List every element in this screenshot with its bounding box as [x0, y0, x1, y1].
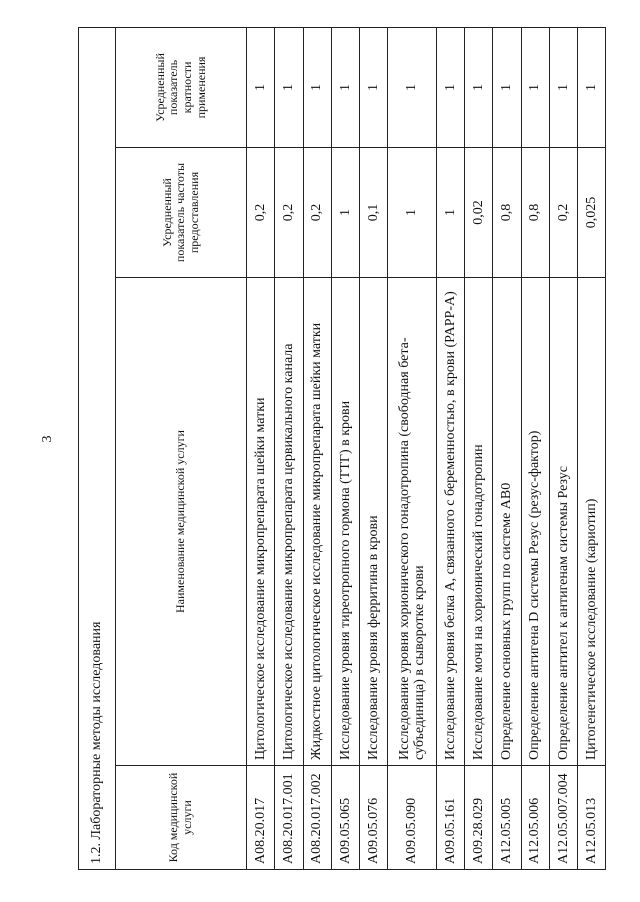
service-code: A08.20.017: [247, 766, 275, 870]
multiplicity-value: 1: [359, 27, 387, 147]
multiplicity-value: 1: [549, 27, 577, 147]
service-code: A09.05.161: [437, 766, 465, 870]
frequency-value: 0,025: [577, 148, 605, 278]
frequency-value: 0,2: [247, 148, 275, 278]
table-row: [577, 27, 605, 869]
table-row: [493, 27, 521, 869]
service-name: Цитологическое исследование микропрепарата цервикального канала: [275, 278, 303, 766]
section-row: [79, 27, 116, 869]
header-name: Наименование медицинской услуги: [116, 278, 247, 766]
multiplicity-value: 1: [247, 27, 275, 147]
service-code: A08.20.017.001: [275, 766, 303, 870]
section-title: 1.2. Лабораторные методы исследования: [79, 27, 116, 869]
service-name: Жидкостное цитологическое исследование микропрепарата шейки матки: [303, 278, 331, 766]
multiplicity-value: 1: [437, 27, 465, 147]
table-row: [359, 27, 387, 869]
multiplicity-value: 1: [331, 27, 359, 147]
frequency-value: 1: [331, 148, 359, 278]
service-name: Определение антигена D системы Резус (резус-фактор): [521, 278, 549, 766]
header-code: Код медицинской услуги: [116, 766, 247, 870]
service-code: A12.05.007.004: [549, 766, 577, 870]
table-row: [247, 27, 275, 869]
service-name: Цитогенетическое исследование (кариотип): [577, 278, 605, 766]
rotated-table-wrapper: [78, 28, 606, 870]
service-code: A09.05.065: [331, 766, 359, 870]
frequency-value: 1: [437, 148, 465, 278]
service-name: Исследование мочи на хорионический гонадотропин: [465, 278, 493, 766]
multiplicity-value: 1: [303, 27, 331, 147]
frequency-value: 0,8: [521, 148, 549, 278]
frequency-value: 1: [387, 148, 436, 278]
multiplicity-value: 1: [387, 27, 436, 147]
service-code: A09.28.029: [465, 766, 493, 870]
table-row: [465, 27, 493, 869]
service-name: Исследование уровня белка A, связанного с беременностью, в крови (PAPP-A): [437, 278, 465, 766]
table-row: [275, 27, 303, 869]
table-row: [387, 27, 436, 869]
page-number: 3: [40, 435, 55, 443]
service-name: Исследование уровня ферритина в крови: [359, 278, 387, 766]
table-row: [437, 27, 465, 869]
services-table: [78, 27, 606, 870]
frequency-value: 0,2: [549, 148, 577, 278]
multiplicity-value: 1: [465, 27, 493, 147]
service-name: Исследование уровня хорионического гонадотропина (свободная бета-субъединица) в сыворотке крови: [387, 278, 436, 766]
header-row: [116, 27, 247, 869]
table-row: [331, 27, 359, 869]
document-sheet: [78, 28, 606, 870]
service-code: A08.20.017.002: [303, 766, 331, 870]
service-code: A12.05.005: [493, 766, 521, 870]
service-code: A09.05.090: [387, 766, 436, 870]
table-row: [303, 27, 331, 869]
multiplicity-value: 1: [275, 27, 303, 147]
service-code: A12.05.006: [521, 766, 549, 870]
service-name: Исследование уровня тиреотропного гормона (ТТГ) в крови: [331, 278, 359, 766]
frequency-value: 0,1: [359, 148, 387, 278]
multiplicity-value: 1: [577, 27, 605, 147]
service-code: A12.05.013: [577, 766, 605, 870]
multiplicity-value: 1: [521, 27, 549, 147]
table-row: [549, 27, 577, 869]
header-multiplicity: Усредненный показатель кратности применения: [116, 27, 247, 147]
multiplicity-value: 1: [493, 27, 521, 147]
frequency-value: 0,2: [275, 148, 303, 278]
frequency-value: 0,02: [465, 148, 493, 278]
table-row: [521, 27, 549, 869]
frequency-value: 0,2: [303, 148, 331, 278]
service-name: Определение антител к антигенам системы Резус: [549, 278, 577, 766]
header-frequency: Усредненный показатель частоты предоставления: [116, 148, 247, 278]
frequency-value: 0,8: [493, 148, 521, 278]
service-code: A09.05.076: [359, 766, 387, 870]
service-name: Цитологическое исследование микропрепарата шейки матки: [247, 278, 275, 766]
service-name: Определение основных групп по системе AB0: [493, 278, 521, 766]
